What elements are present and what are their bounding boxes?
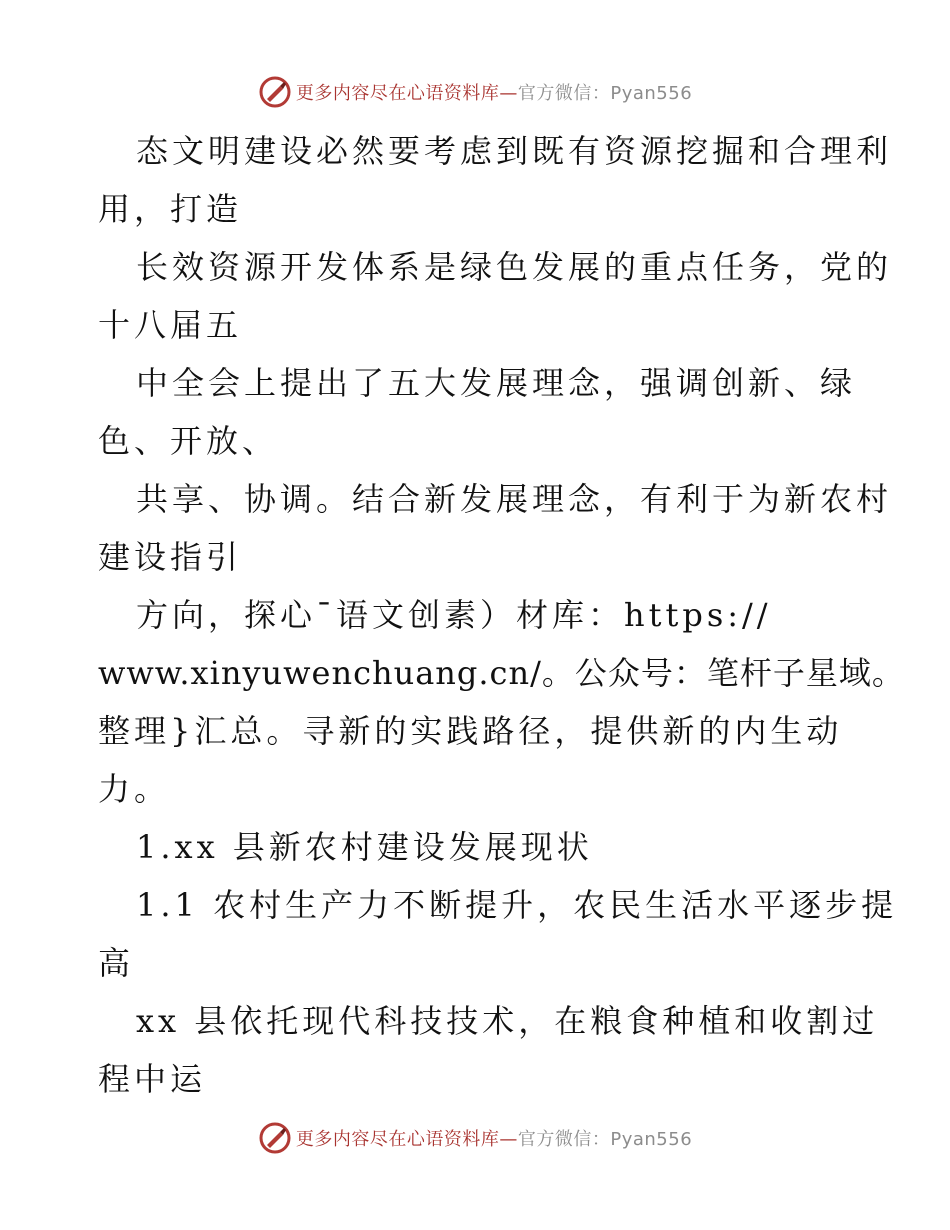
subsection-heading: 1.1 农村生产力不断提升，农民生活水平逐步提	[136, 886, 898, 924]
text-line: 十八届五	[98, 306, 243, 344]
pen-logo-icon	[258, 1121, 292, 1155]
text-line: 用，打造	[98, 190, 243, 228]
text-line: xx 县依托现代科技技术，在粮食种植和收割过	[136, 1002, 879, 1040]
text-line: 方向，探心¯语文创素）材库：https://	[136, 596, 772, 634]
footer-watermark	[0, 1118, 950, 1158]
text-line: 建设指引	[98, 538, 243, 576]
text-line: 态文明建设必然要考虑到既有资源挖掘和合理利	[136, 132, 893, 170]
watermark-text: 更多内容尽在心语资料库—官方微信：Pyan556	[295, 83, 693, 104]
section-heading: 1.xx 县新农村建设发展现状	[136, 828, 593, 866]
text-line: 整理}汇总。寻新的实践路径，提供新的内生动	[98, 712, 843, 750]
document-body	[98, 122, 905, 1108]
text-line: 程中运	[98, 1060, 207, 1098]
text-line: www.xinyuwenchuang.cn/。公众号：笔杆子星域。	[98, 654, 905, 692]
pen-logo-icon	[258, 75, 292, 109]
text-line: 共享、协调。结合新发展理念，有利于为新农村	[136, 480, 893, 518]
text-line: 中全会上提出了五大发展理念，强调创新、绿	[136, 364, 857, 402]
header-watermark	[0, 72, 950, 112]
text-line: 力。	[98, 770, 171, 808]
text-line: 色、开放、	[98, 422, 279, 460]
watermark-text: 更多内容尽在心语资料库—官方微信：Pyan556	[295, 1129, 693, 1150]
text-line: 高	[98, 944, 135, 982]
text-line: 长效资源开发体系是绿色发展的重点任务，党的	[136, 248, 893, 286]
